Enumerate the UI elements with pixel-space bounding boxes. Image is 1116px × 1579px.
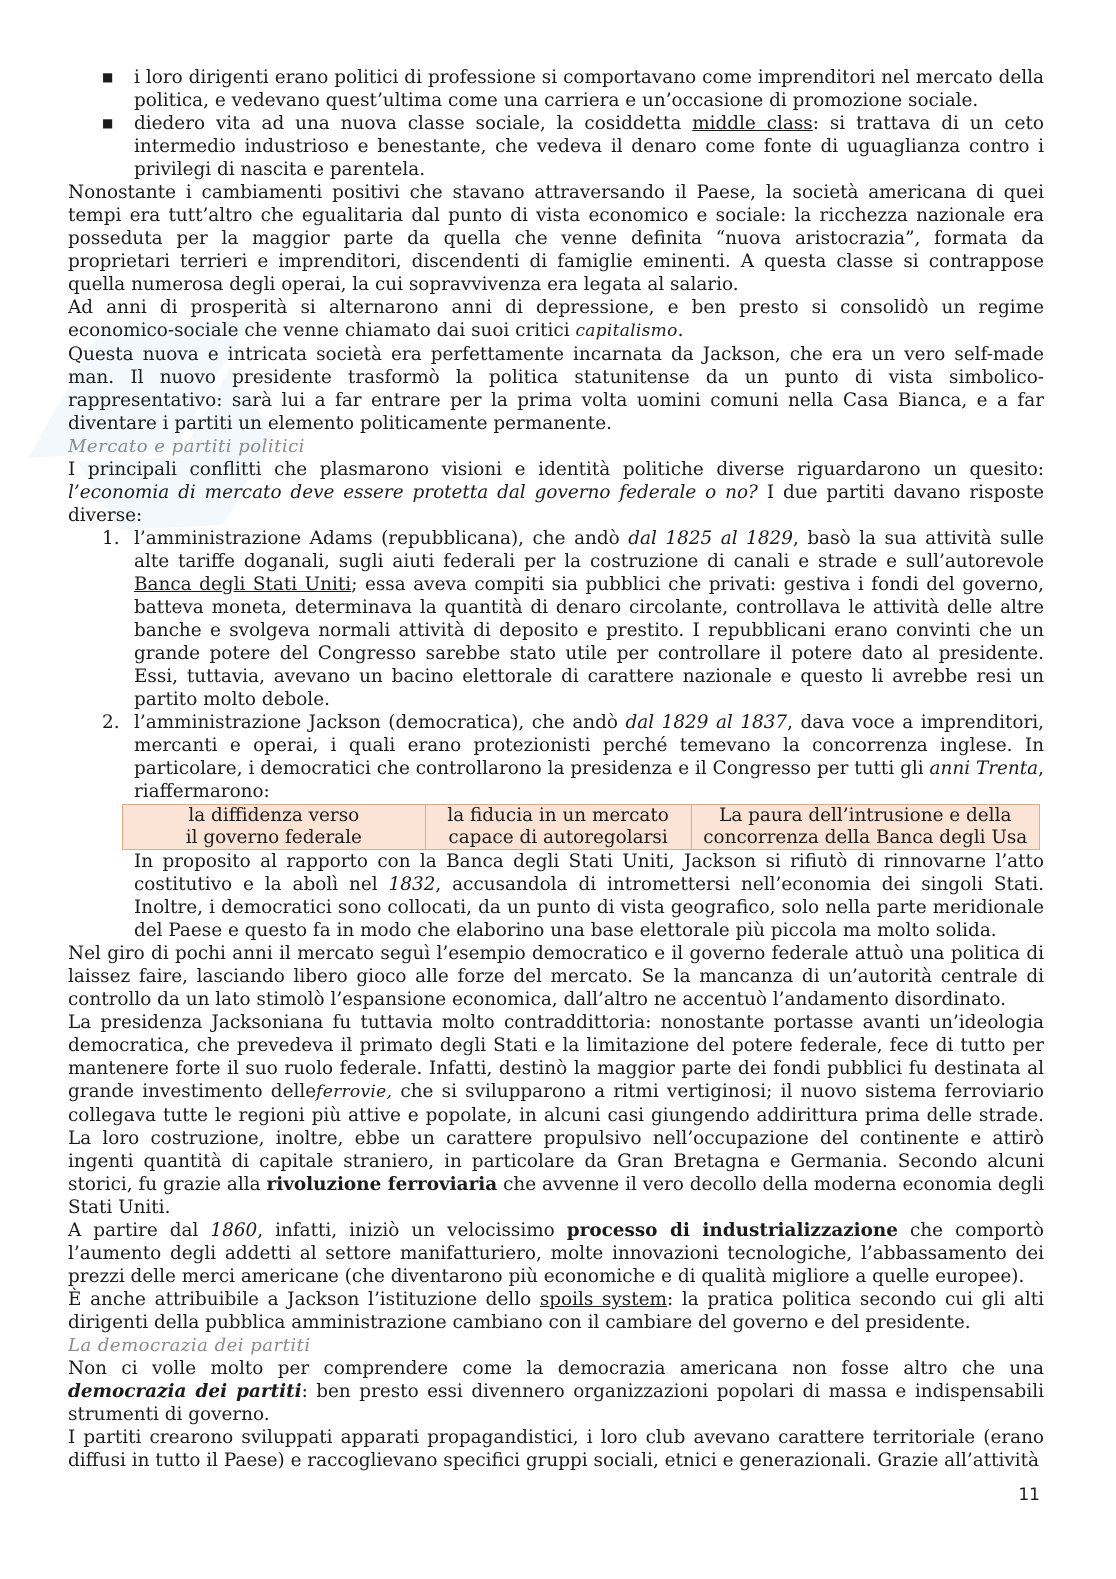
table-cell: la fiducia in un mercato capace di autoregolarsi xyxy=(425,805,691,850)
list-item: 2. l’amministrazione Jackson (democratica), che andò dal 1829 al 1837, dava voce a imprenditori, mercanti e operai, i quali erano protezionisti perché temevano la concorrenza inglese. In particolare, i democratici che controllarono la presidenza e il Congresso per tutti gli anni Trenta, riaffermarono: la diffidenza verso il governo federale la fiducia in un mercato capace di autoregolarsi La paura dell’intrusione e della concorrenza della Banca degli Usa In proposito al rapporto con la Banca degli Stati Uniti, Jackson si rifiutò di rinnovarne l’atto costitutivo e la abolì nel 1832, accusandola di intromettersi nell’economia dei singoli Stati. Inoltre, i democratici sono collocati, da un punto di vista geografico, solo nella parte meridionale del Paese e questo fa in modo che elaborino una base elettorale più piccola ma molto solida. xyxy=(102,712,1044,941)
paragraph: I principali conflitti che plasmarono visioni e identità politiche diverse riguardarono un quesito: l’economia di mercato deve essere protetta dal governo federale o no? I due partiti davano risposte diverse: xyxy=(68,459,1044,526)
table-cell: la diffidenza verso il governo federale xyxy=(123,805,426,850)
paragraph: A partire dal 1860, infatti, iniziò un velocissimo processo di industrializzazione che comportò l’aumento degli addetti al settore manifatturiero, molte innovazioni tecnologiche, l’abbassamento dei prezzi delle merci americane (che diventarono più economiche e di qualità migliore a quelle europee). xyxy=(68,1220,1044,1287)
paragraph: Nel giro di pochi anni il mercato seguì l’esempio democratico e il governo federale attuò una politica di laissez faire, lasciando libero gioco alle forze del mercato. Se la mancanza di un’autorità centrale di controllo da un lato stimolò l’espansione economica, dall’altro ne accentuò l’andamento disordinato. xyxy=(68,943,1044,1010)
paragraph: I partiti crearono sviluppati apparati propagandistici, i loro club avevano carattere territoriale (erano diffusi in tutto il Paese) e raccoglievano specifici gruppi sociali, etnici e generazionali. Grazie all’attività xyxy=(68,1427,1044,1471)
paragraph: Ad anni di prosperità si alternarono anni di depressione, e ben presto si consolidò un regime economico-sociale che venne chiamato dai suoi critici capitalismo. xyxy=(68,297,1044,341)
term-banca-stati-uniti: Banca degli Stati Uniti xyxy=(134,574,352,595)
numbered-list xyxy=(68,527,1044,942)
page-number: 11 xyxy=(1018,1485,1040,1505)
paragraph: È anche attribuibile a Jackson l’istituzione dello spoils system: la pratica politica secondo cui gli alti dirigenti della pubblica amministrazione cambiano con il cambiare del governo e del presidente. xyxy=(68,1289,1044,1333)
list-item: ■ i loro dirigenti erano politici di professione si comportavano come imprenditori nel mercato della politica, e vedevano quest’ultima come una carriera e un’occasione di promozione sociale. xyxy=(102,67,1044,111)
section-heading: La democrazia dei partiti xyxy=(68,1335,311,1356)
paragraph: La presidenza Jacksoniana fu tuttavia molto contraddittoria: nonostante portasse avanti un’ideologia democratica, che prevedeva il primato degli Stati e la limitazione del potere federale, fece di tutto per mantenere forte il suo ruolo federale. Infatti, destinò la maggior parte dei fondi pubblici fu destinata al grande investimento delleferrovie, che si svilupparono a ritmi vertiginosi; il nuovo sistema ferroviario collegava tutte le regioni più attive e popolate, in alcuni casi giungendo addirittura prima delle strade. La loro costruzione, inoltre, ebbe un carattere propulsivo nell’occupazione del continente e attirò ingenti quantità di capitale straniero, in particolare da Gran Bretagna e Germania. Secondo alcuni storici, fu grazie alla rivoluzione ferroviaria che avvenne il vero decollo della moderna economia degli Stati Uniti. xyxy=(68,1012,1045,1218)
paragraph: Questa nuova e intricata società era perfettamente incarnata da Jackson, che era un vero self-made man. Il nuovo presidente trasformò la politica statunitense da un punto di vista simbolico-rappresentativo: sarà lui a far entrare per la prima volta uomini comuni nella Casa Bianca, e a far diventare i partiti un elemento politicamente permanente. xyxy=(68,344,1044,434)
paragraph: Nonostante i cambiamenti positivi che stavano attraversando il Paese, la società americana di quei tempi era tutt’altro che egualitaria dal punto di vista economico e sociale: la ricchezza nazionale era posseduta per la maggior parte da quella che venne definita “nuova aristocrazia”, formata da proprietari terrieri e imprenditori, discendenti di famiglie eminenti. A questa classe si contrappose quella numerosa degli operai, la cui sopravvivenza era legata al salario. xyxy=(68,182,1044,295)
term-middle-class: middle class xyxy=(692,113,813,134)
paragraph: Non ci volle molto per comprendere come la democrazia americana non fosse altro che una democrazia dei partiti: ben presto essi divennero organizzazioni popolari di massa e indispensabili strumenti di governo. xyxy=(68,1358,1044,1425)
bullet-square-icon: ■ xyxy=(102,116,114,130)
term-spoils-system: spoils system xyxy=(539,1289,667,1310)
bullet-square-icon: ■ xyxy=(102,70,114,84)
list-item: 1. l’amministrazione Adams (repubblicana), che andò dal 1825 al 1829, basò la sua attività sulle alte tariffe doganali, sugli aiuti federali per la costruzione di canali e strade e sull’autorevole Banca degli Stati Uniti; essa aveva compiti sia pubblici che privati: gestiva i fondi del governo, batteva moneta, determinava la quantità di denaro circolante, controllava le attività delle altre banche e svolgeva normali attività di deposito e prestito. I repubblicani erano convinti che un grande potere del Congresso sarebbe stato utile per controllare il potere dato al presidente. Essi, tuttavia, avevano un bacino elettorale di carattere nazionale e questo li avrebbe resi un partito molto debole. xyxy=(102,528,1044,710)
bullet-list xyxy=(68,66,1044,181)
page-body xyxy=(68,66,1044,1472)
handwritten-capitalismo: capitalismo xyxy=(575,321,678,341)
handwritten-ferrovie: ferrovie, xyxy=(316,1082,393,1102)
section-heading: Mercato e partiti politici xyxy=(68,436,305,457)
table-row xyxy=(123,805,1040,850)
principles-table xyxy=(122,804,1040,850)
list-item: ■ diedero vita ad una nuova classe sociale, la cosiddetta middle class: si trattava di un ceto intermedio industrioso e benestante, che vedeva il denaro come fonte di uguaglianza contro i privilegi di nascita e parentela. xyxy=(102,113,1045,180)
table-cell: La paura dell’intrusione e della concorrenza della Banca degli Usa xyxy=(691,805,1039,850)
